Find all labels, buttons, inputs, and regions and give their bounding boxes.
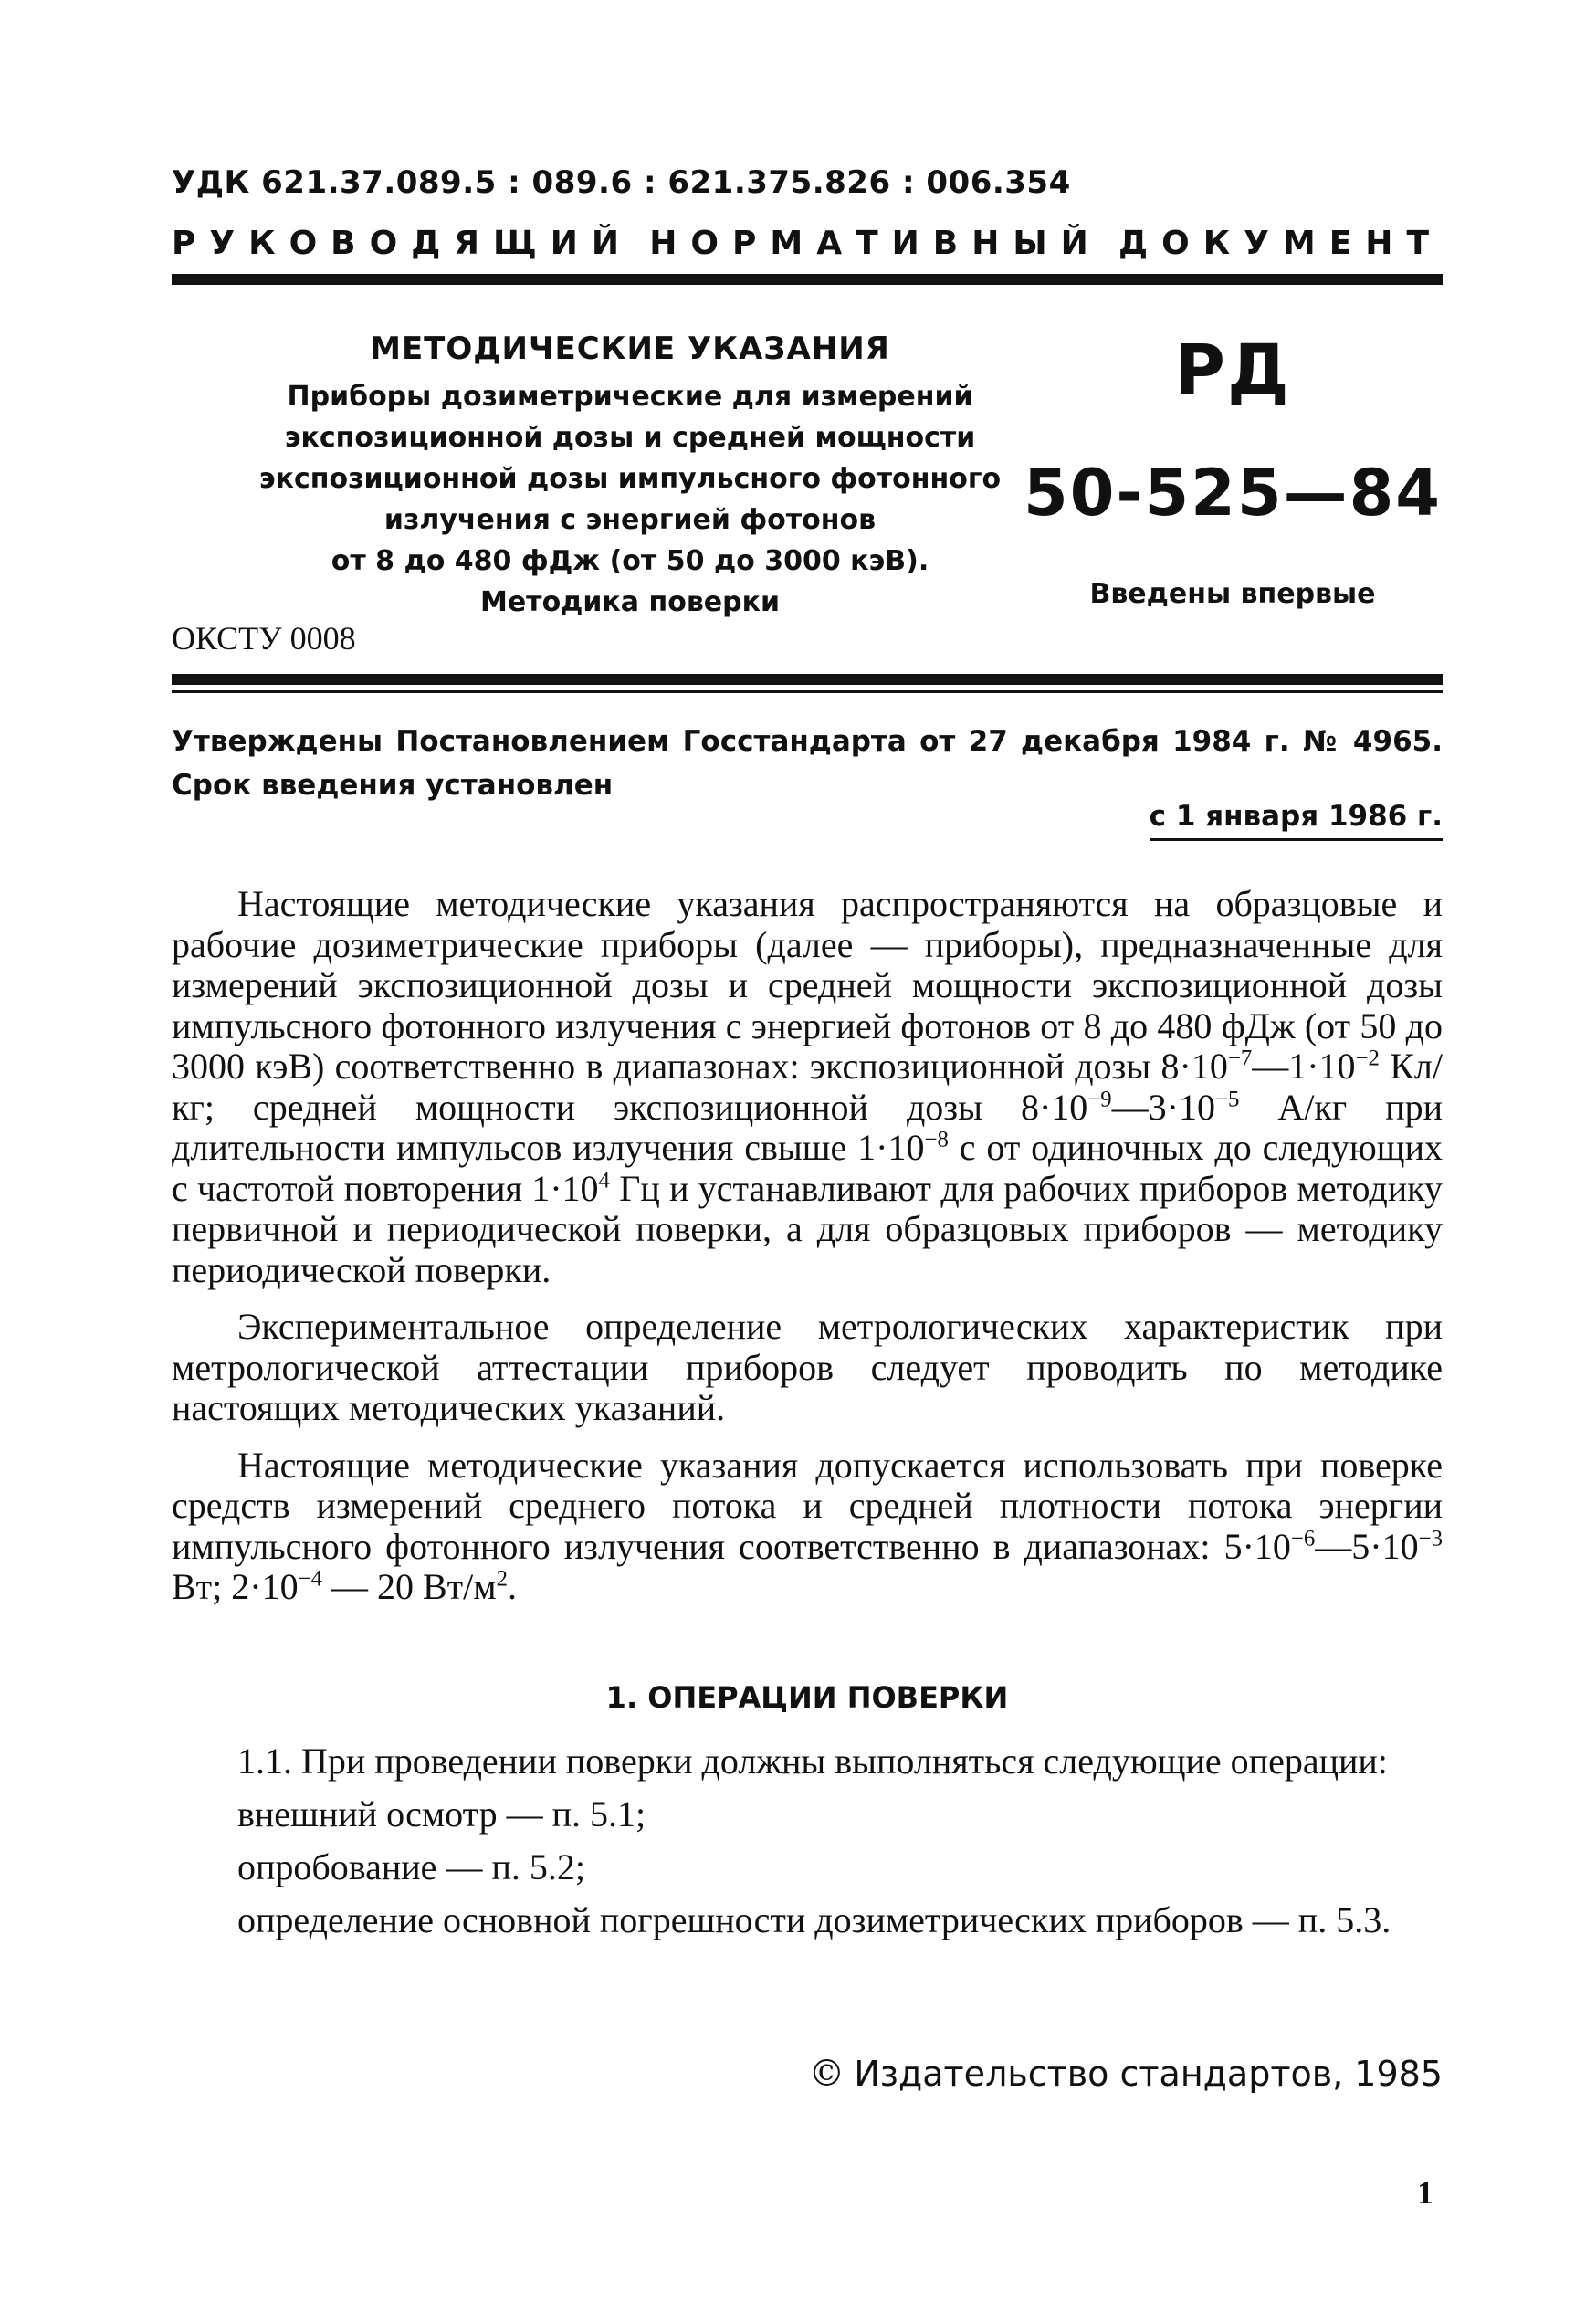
designation-code: РД: [1174, 329, 1291, 410]
title-line: от 8 до 480 фДж (от 50 до 3000 кэВ).: [331, 545, 929, 577]
operations-intro: 1.1. При проведении поверки должны выполняться следующие операции:: [237, 1740, 1388, 1782]
copyright-icon: ©: [808, 2053, 845, 2095]
title-line: Приборы дозиметрические для измерений: [287, 381, 973, 413]
title-block: [237, 331, 1023, 623]
page-number: 1: [1417, 2174, 1433, 2211]
title-main: МЕТОДИЧЕСКИЕ УКАЗАНИЯ: [370, 331, 890, 367]
copyright-notice: [808, 2053, 1443, 2095]
doc-type-word: РУКОВОДЯЩИЙ: [172, 225, 633, 262]
title-divider-thick: [172, 674, 1443, 685]
section-heading: 1. ОПЕРАЦИИ ПОВЕРКИ: [605, 1680, 1009, 1715]
title-line: экспозиционной дозы и средней мощности: [284, 422, 976, 454]
operations-list: [172, 1740, 1443, 1951]
title-line: экспозиционной дозы импульсного фотонного: [258, 463, 1002, 495]
title-divider-thin: [172, 690, 1443, 693]
copyright-text: Издательство стандартов, 1985: [854, 2054, 1443, 2094]
body-text: [172, 884, 1443, 1624]
document-type-heading: [172, 225, 1443, 262]
approval-text: Утверждены Постановлением Госстандарта от 27 декабря 1984 г. № 4965. Срок введения установлен: [172, 725, 1443, 802]
okstu-code: ОКСТУ 0008: [172, 620, 356, 657]
title-line: Методика поверки: [479, 586, 781, 618]
doc-type-word: ДОКУМЕНТ: [1118, 225, 1443, 262]
paragraph-scope: Настоящие методические указания распространяются на образцовые и рабочие дозиметрические приборы (далее — приборы), предназначенные для измерений экспозиционной дозы и средней мощности экспозиционной дозы импульсного фотонного излучения с энергией фотонов от 8 до 480 фДж (от 50 до 3000 кэВ) соответственно в диапазонах: экспозиционной дозы $8\cdot 10^{-7}—1\cdot 10^{-2}$ Кл/кг; средней мощности экспозиционной дозы $8\cdot 10^{-9}—3\cdot 10^{-5}$ А/кг при длительности импульсов излучения свыше $1\cdot 10^{-8}$ с от одиночных до следующих с частотой повторения $1\cdot 10^4$ Гц и устанавливают для рабочих приборов методику первичной и периодической поверки, а для образцовых приборов — методику периодической поверки.: [172, 883, 1444, 1290]
designation-status: Введены впервые: [1089, 578, 1376, 610]
paragraph-applicability: Настоящие методические указания допускается использовать при поверке средств измерений среднего потока и средней плотности потока энергии импульсного фотонного излучения соответственно в диапазонах: $5\cdot 10^{-6}—5\cdot 10^{-3}$ Вт; $2\cdot 10^{-4}$ — 20 $Вт/м^2$.: [172, 1444, 1443, 1607]
udk-code: УДК 621.37.089.5 : 089.6 : 621.375.826 : 006.354: [172, 164, 1071, 201]
header-divider: [172, 274, 1443, 285]
title-line: излучения с энергией фотонов: [383, 504, 877, 536]
paragraph-attestation: Экспериментальное определение метрологических характеристик при метрологической аттестации приборов следует проводить по методике настоящих методических указаний.: [172, 1306, 1443, 1428]
designation-block: [1023, 324, 1443, 610]
doc-type-word: НОРМАТИВНЫЙ: [649, 225, 1102, 262]
operation-item: внешний осмотр — п. 5.1;: [237, 1793, 646, 1835]
designation-number: 50-525—84: [1024, 456, 1442, 531]
approval-date: с 1 января 1986 г.: [1150, 800, 1443, 841]
operation-item: опробование — п. 5.2;: [237, 1846, 585, 1887]
operation-item: определение основной погрешности дозиметрических приборов — п. 5.3.: [237, 1899, 1391, 1940]
